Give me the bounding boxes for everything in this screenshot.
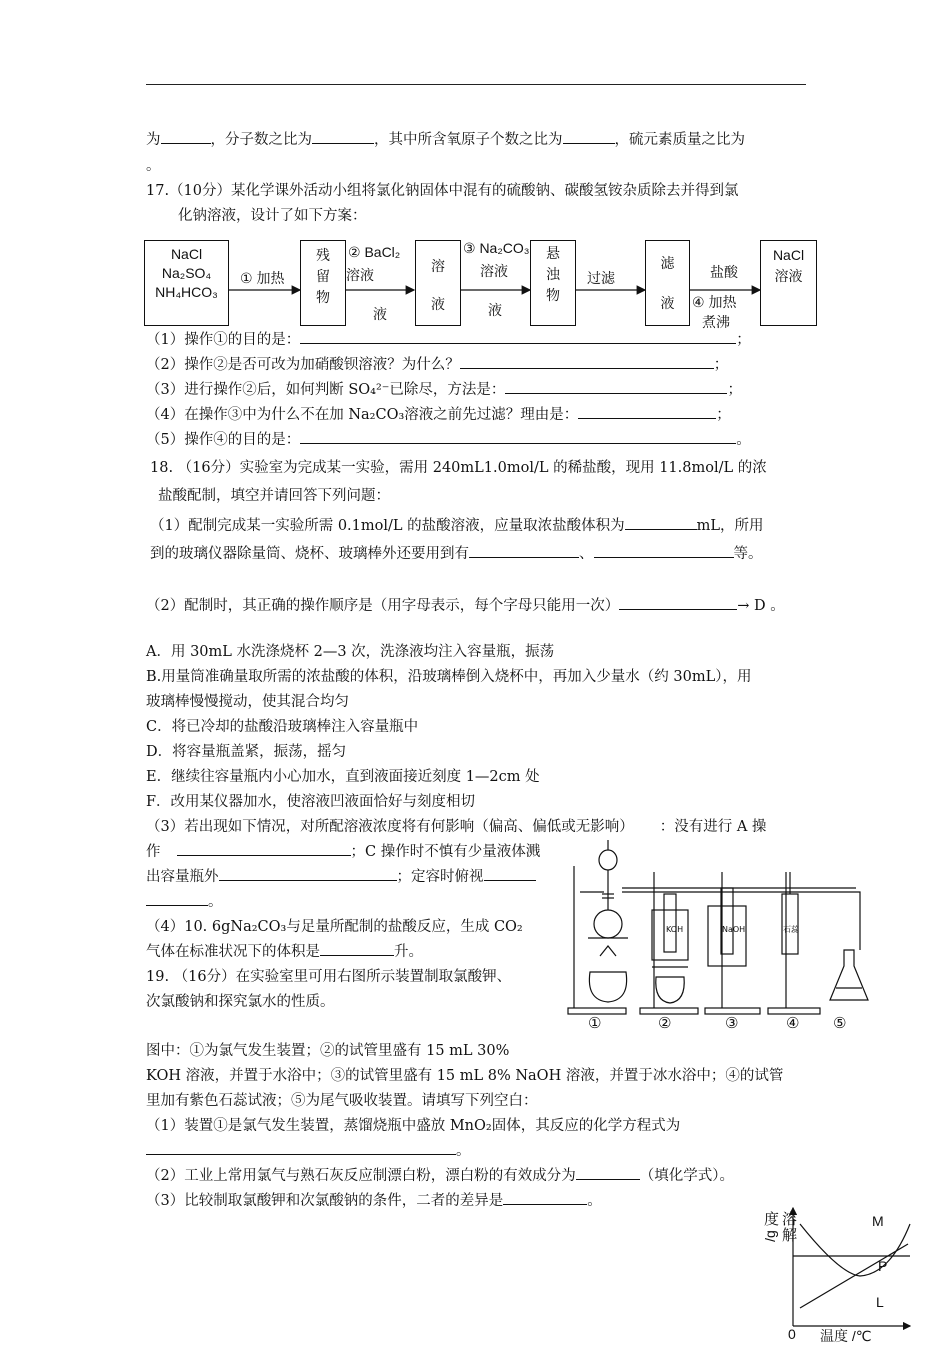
q19-q3-text: （3）比较制取氯酸钾和次氯酸钠的条件，二者的差异是 — [146, 1193, 504, 1209]
q19-q2-end: （填化学式）。 — [639, 1168, 734, 1184]
q18-p1-text-d: 、 — [579, 546, 594, 562]
q16-end-period: 。 — [146, 158, 161, 174]
q17-q5-end: 。 — [736, 432, 751, 448]
q18-option-d: D．将容量瓶盖紧，振荡，摇匀 — [146, 744, 347, 760]
q17-q2-blank[interactable] — [460, 353, 714, 369]
q18-p3-blank-view-a[interactable] — [484, 865, 536, 881]
graph-label-l: L — [876, 1294, 884, 1310]
box5-char2: 液 — [660, 295, 675, 311]
box2-char2: 留 — [316, 268, 330, 284]
graph-origin: 0 — [788, 1326, 796, 1342]
q19-question-1-answer — [146, 1139, 471, 1160]
flow-step-na2co3-solution: 溶液 — [480, 263, 508, 279]
q17-question-2 — [146, 353, 728, 374]
apparatus-label-4: ④ — [786, 1015, 800, 1032]
box3-char2: 液 — [431, 296, 445, 312]
apparatus-label-1: ① — [588, 1015, 602, 1032]
q18-p4-text-b: 气体在标准状况下的体积是 — [146, 944, 320, 960]
q18-p1-blank-volume[interactable] — [625, 514, 697, 530]
q18-p1-text-b: mL，所用 — [696, 518, 764, 534]
q17-intro-line1: 17.（10分）某化学课外活动小组将氯化钠固体中混有的硫酸钠、碳酸氢铵杂质除去并得到氯 — [146, 183, 739, 199]
curve-m — [800, 1224, 910, 1276]
q17-q4-text: （4）在操作③中为什么不在加 Na₂CO₃溶液之前先过滤？理由是： — [146, 407, 579, 423]
tube-label-litmus: 石蕊 — [783, 925, 799, 934]
q16-text-3: ，其中所含氧原子个数之比为 — [374, 132, 563, 148]
q18-p4-blank[interactable] — [320, 940, 394, 956]
box3-char1: 溶 — [431, 258, 445, 274]
box2-char3: 物 — [316, 289, 330, 305]
box4-char3: 物 — [546, 287, 560, 303]
q18-option-c: C．将已冷却的盐酸沿玻璃棒注入容量瓶中 — [146, 719, 419, 735]
q17-q1-blank[interactable] — [300, 328, 736, 344]
q19-q2-blank[interactable] — [576, 1164, 640, 1180]
graph-ylabel-char1: 度 — [764, 1211, 780, 1228]
flow-step-bacl2-liquid: 液 — [373, 306, 387, 322]
box5-char1: 滤 — [660, 255, 675, 271]
q18-part3-line4 — [146, 890, 223, 911]
graph-ylabel-char2: 溶 — [782, 1211, 798, 1228]
q18-option-f: F．改用某仪器加水，使溶液凹液面恰好与刻度相切 — [146, 794, 476, 810]
q17-q5-blank[interactable] — [300, 428, 736, 444]
graph-yunit: /g — [761, 1230, 778, 1242]
flow-box-filtrate — [645, 240, 690, 326]
q18-part1-line2 — [150, 542, 763, 563]
box4-char1: 悬 — [546, 245, 560, 261]
q18-intro-line1: 18. （16分）实验室为完成某一实验，需用 240mL1.0mol/L 的稀盐酸，现用 11.8mol/L 的浓 — [150, 460, 767, 476]
q18-p3-blank-c[interactable] — [219, 865, 397, 881]
curve-l — [800, 1244, 908, 1308]
box1-line2: Na₂SO₄ — [161, 265, 212, 281]
q18-p3-blank-view-b[interactable] — [146, 890, 208, 906]
q18-part2 — [146, 594, 785, 615]
q18-part4-line2 — [146, 940, 423, 961]
q18-p3-text-g: 。 — [208, 894, 223, 910]
apparatus-label-2: ② — [658, 1015, 672, 1032]
flow-step-bacl2-solution: 溶液 — [346, 267, 374, 283]
q17-q3-end: ； — [727, 382, 742, 398]
q17-q3-text: （3）进行操作②后，如何判断 SO₄²⁻已除尽，方法是： — [146, 382, 506, 398]
flow-box-mixture — [144, 240, 229, 326]
q18-p1-text-a: （1）配制完成某一实验所需 0.1mol/L 的盐酸溶液，应量取浓盐酸体积为 — [150, 518, 625, 534]
q18-p1-blank-instrument2[interactable] — [594, 542, 734, 558]
q18-p3-text-d: ；C 操作时不慎有少量液体溅 — [350, 844, 541, 860]
tube-label-koh: KOH — [666, 925, 684, 934]
q18-p2-text: （2）配制时，其正确的操作顺序是（用字母表示，每个字母只能用一次） — [146, 598, 620, 614]
q17-q4-blank[interactable] — [578, 403, 716, 419]
q19-intro-line2: 次氯酸钠和探究氯水的性质。 — [146, 994, 335, 1010]
flow-step-bacl2: ② BaCl₂ — [348, 244, 401, 260]
flow-step-na2co3-liquid: 液 — [488, 302, 502, 318]
q18-part4-line1: （4）10. 6gNa₂CO₃与足量所配制的盐酸反应，生成 CO₂ — [146, 919, 523, 935]
q19-desc-line3: 里加有紫色石蕊试液；⑤为尾气吸收装置。请填写下列空白： — [146, 1093, 538, 1109]
q18-p3-text-a: （3）若出现如下情况，对所配溶液浓度将有何影响（偏高、偏低或无影响） — [146, 819, 634, 835]
q16-blank-3[interactable] — [563, 128, 615, 144]
q18-p3-text-c: 作 — [146, 844, 161, 860]
flow-box-solution — [415, 240, 461, 326]
flow-step-boil: 煮沸 — [702, 314, 730, 330]
q17-intro-line2: 化钠溶液，设计了如下方案： — [178, 208, 367, 224]
tube-label-naoh: NaOH — [722, 925, 746, 934]
q17-q1-end: ； — [736, 332, 751, 348]
q18-option-a: A．用 30mL 水洗涤烧杯 2—3 次，洗涤液均注入容量瓶，振荡 — [146, 644, 555, 660]
graph-xlabel: 温度 /℃ — [820, 1328, 872, 1344]
flow-box-residue — [300, 240, 346, 326]
box1-line3: NH₄HCO₃ — [155, 284, 218, 300]
q17-q2-end: ； — [713, 357, 729, 373]
flow-box-nacl-solution — [760, 240, 817, 326]
q18-option-b-line2: 玻璃棒慢慢搅动，使其混合均匀 — [146, 694, 349, 710]
q19-question-3 — [146, 1189, 602, 1210]
q17-q2-text: （2）操作②是否可改为加硝酸钡溶液？为什么？ — [146, 357, 460, 373]
q17-q1-text: （1）操作①的目的是： — [146, 332, 301, 348]
apparatus-label-5: ⑤ — [833, 1015, 847, 1032]
q18-option-e: E．继续往容量瓶内小心加水，直到液面接近刻度 1—2cm 处 — [146, 769, 540, 785]
q18-p1-text-e: 等。 — [733, 546, 763, 562]
box4-char2: 浊 — [546, 266, 560, 282]
q17-q4-end: ； — [716, 407, 731, 423]
q18-p3-text-f: ；定容时俯视 — [396, 869, 484, 885]
q18-intro-line2: 盐酸配制，填空并请回答下列问题： — [158, 488, 390, 504]
box6-line2: 溶液 — [774, 268, 803, 284]
q17-question-1 — [146, 328, 751, 349]
q19-desc-line2: KOH 溶液，并置于水浴中；③的试管里盛有 15 mL 8% NaOH 溶液，并置于冰水浴中；④的试管 — [146, 1068, 784, 1084]
q16-blank-2[interactable] — [312, 128, 374, 144]
q16-text-1: 为 — [146, 132, 161, 148]
q16-text-2: ，分子数之比为 — [210, 132, 312, 148]
flow-step-filter: 过滤 — [587, 270, 615, 286]
q18-p3-blank-a[interactable] — [177, 840, 351, 856]
q16-blank-1[interactable] — [161, 128, 211, 144]
q17-q3-blank[interactable] — [505, 378, 727, 394]
q19-q2-text: （2）工业上常用氯气与熟石灰反应制漂白粉，漂白粉的有效成分为 — [146, 1168, 576, 1184]
q18-part3-line2 — [146, 840, 540, 861]
q17-q5-text: （5）操作④的目的是： — [146, 432, 301, 448]
q18-p1-blank-instrument1[interactable] — [469, 542, 579, 558]
q16-tail-line — [146, 128, 745, 149]
q19-question-1: （1）装置①是氯气发生装置，蒸馏烧瓶中盛放 MnO₂固体，其反应的化学方程式为 — [146, 1118, 681, 1134]
box1-line1: NaCl — [170, 246, 203, 262]
q18-option-b-line1: B.用量筒准确量取所需的浓盐酸的体积，沿玻璃棒倒入烧杯中，再加入少量水（约 30mL），用 — [146, 669, 752, 685]
flow-step-hcl: 盐酸 — [710, 264, 738, 280]
graph-label-m: M — [872, 1213, 884, 1229]
q17-question-5 — [146, 428, 751, 449]
q18-p3-text-e: 出容量瓶外 — [146, 869, 219, 885]
graph-ylabel-char3: 解 — [782, 1227, 798, 1244]
box6-line1: NaCl — [772, 247, 805, 263]
q19-q1-blank[interactable] — [146, 1139, 456, 1155]
q18-p1-text-c: 到的玻璃仪器除量筒、烧杯、玻璃棒外还要用到有 — [150, 546, 469, 562]
q18-part3-line3 — [146, 865, 536, 886]
q17-question-3 — [146, 378, 742, 399]
q19-desc-line1: 图中：①为氯气发生装置；②的试管里盛有 15 mL 30% — [146, 1043, 510, 1059]
q18-p3-text-b: ：没有进行 A 操 — [659, 819, 767, 835]
q18-p2-blank[interactable] — [619, 594, 737, 610]
flow-step-heat: ① 加热 — [240, 270, 285, 286]
q18-p4-text-c: 升。 — [394, 944, 423, 960]
q19-intro-line1: 19. （16分）在实验室里可用右图所示装置制取氯酸钾、 — [146, 969, 512, 985]
header-rule — [146, 84, 806, 85]
q16-text-4: ，硫元素质量之比为 — [614, 132, 745, 148]
box2-char1: 残 — [316, 247, 330, 263]
q17-question-4 — [146, 403, 731, 424]
q18-p2-tail: → D 。 — [737, 598, 785, 614]
apparatus-label-3: ③ — [725, 1015, 739, 1032]
q19-question-2 — [146, 1164, 734, 1185]
graph-label-p: P — [878, 1258, 888, 1274]
q19-q1-end: 。 — [456, 1143, 471, 1159]
flow-step-na2co3: ③ Na₂CO₃ — [463, 240, 530, 256]
q19-q3-end: 。 — [587, 1193, 602, 1209]
q18-part1-line1 — [150, 514, 764, 535]
flow-step-boil-heat: ④ 加热 — [692, 294, 737, 310]
apparatus-drawing — [560, 832, 876, 1038]
q19-q3-blank[interactable] — [503, 1189, 587, 1205]
flow-box-suspension — [530, 240, 576, 326]
